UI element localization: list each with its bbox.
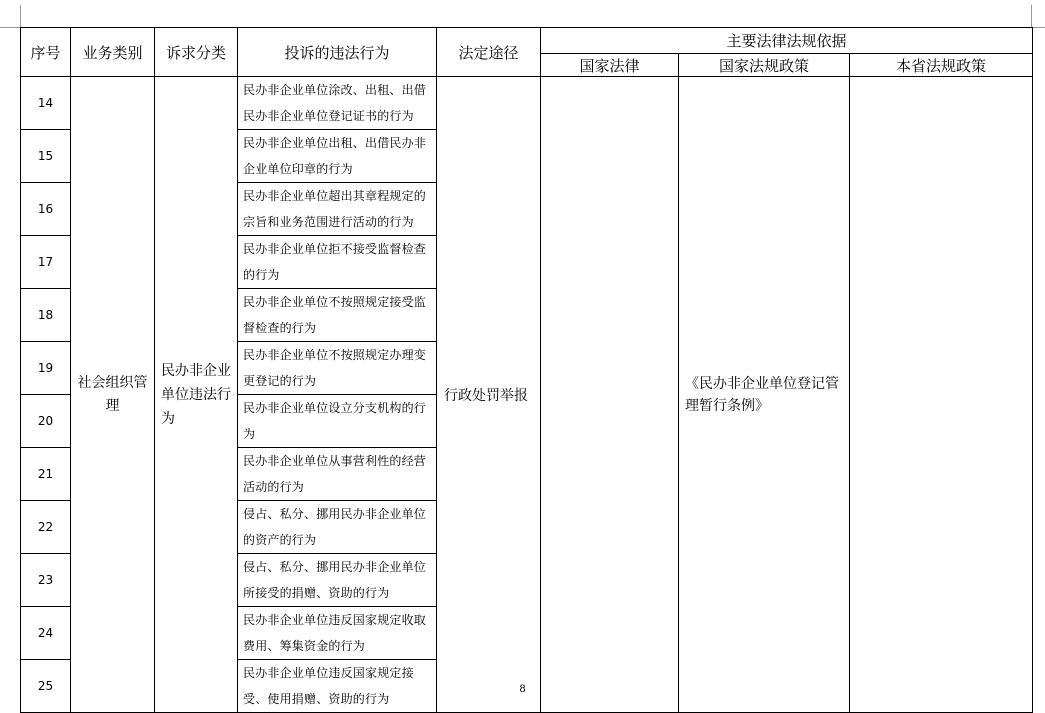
violation-cell: 民办非企业单位从事营利性的经营活动的行为 [238,448,437,501]
violation-cell: 民办非企业单位超出其章程规定的宗旨和业务范围进行活动的行为 [238,183,437,236]
header-business-category: 业务类别 [71,28,155,77]
crop-mark-right-horizontal [1032,27,1045,28]
crop-mark-left-vertical [20,5,21,27]
row-number: 24 [21,607,71,660]
crop-mark-right-vertical [1031,5,1032,27]
row-number: 25 [21,660,71,713]
row-number: 20 [21,395,71,448]
row-number: 21 [21,448,71,501]
row-number: 22 [21,501,71,554]
violation-cell: 民办非企业单位不按照规定接受监督检查的行为 [238,289,437,342]
provincial-regulation-cell [850,77,1033,713]
national-regulation-cell: 《民办非企业单位登记管理暂行条例》 [679,77,850,713]
header-provincial-regulation: 本省法规政策 [850,54,1033,77]
violation-cell: 民办非企业单位出租、出借民办非企业单位印章的行为 [238,130,437,183]
appeal-category-cell: 民办非企业单位违法行为 [155,77,238,713]
header-legal-route: 法定途径 [437,28,541,77]
violation-cell: 民办非企业单位设立分支机构的行为 [238,395,437,448]
legal-route-cell: 行政处罚举报 [437,77,541,713]
row-number: 15 [21,130,71,183]
regulation-table [20,27,1033,713]
row-number: 19 [21,342,71,395]
violation-cell: 侵占、私分、挪用民办非企业单位的资产的行为 [238,501,437,554]
violation-cell: 民办非企业单位涂改、出租、出借民办非企业单位登记证书的行为 [238,77,437,130]
header-main-basis: 主要法律法规依据 [541,28,1033,54]
violation-cell: 侵占、私分、挪用民办非企业单位所接受的捐赠、资助的行为 [238,554,437,607]
row-number: 18 [21,289,71,342]
row-number: 16 [21,183,71,236]
header-national-law: 国家法律 [541,54,679,77]
header-seq: 序号 [21,28,71,77]
row-number: 23 [21,554,71,607]
row-number: 17 [21,236,71,289]
violation-cell: 民办非企业单位违反国家规定收取费用、筹集资金的行为 [238,607,437,660]
business-category-cell: 社会组织管理 [71,77,155,713]
violation-cell: 民办非企业单位违反国家规定接受、使用捐赠、资助的行为 [238,660,437,713]
row-number: 14 [21,77,71,130]
crop-mark-left-horizontal [0,27,20,28]
header-national-regulation: 国家法规政策 [679,54,850,77]
header-violation: 投诉的违法行为 [238,28,437,77]
page-number: 8 [519,684,526,695]
national-law-cell [541,77,679,713]
header-appeal-category: 诉求分类 [155,28,238,77]
violation-cell: 民办非企业单位不按照规定办理变更登记的行为 [238,342,437,395]
violation-cell: 民办非企业单位拒不接受监督检查的行为 [238,236,437,289]
